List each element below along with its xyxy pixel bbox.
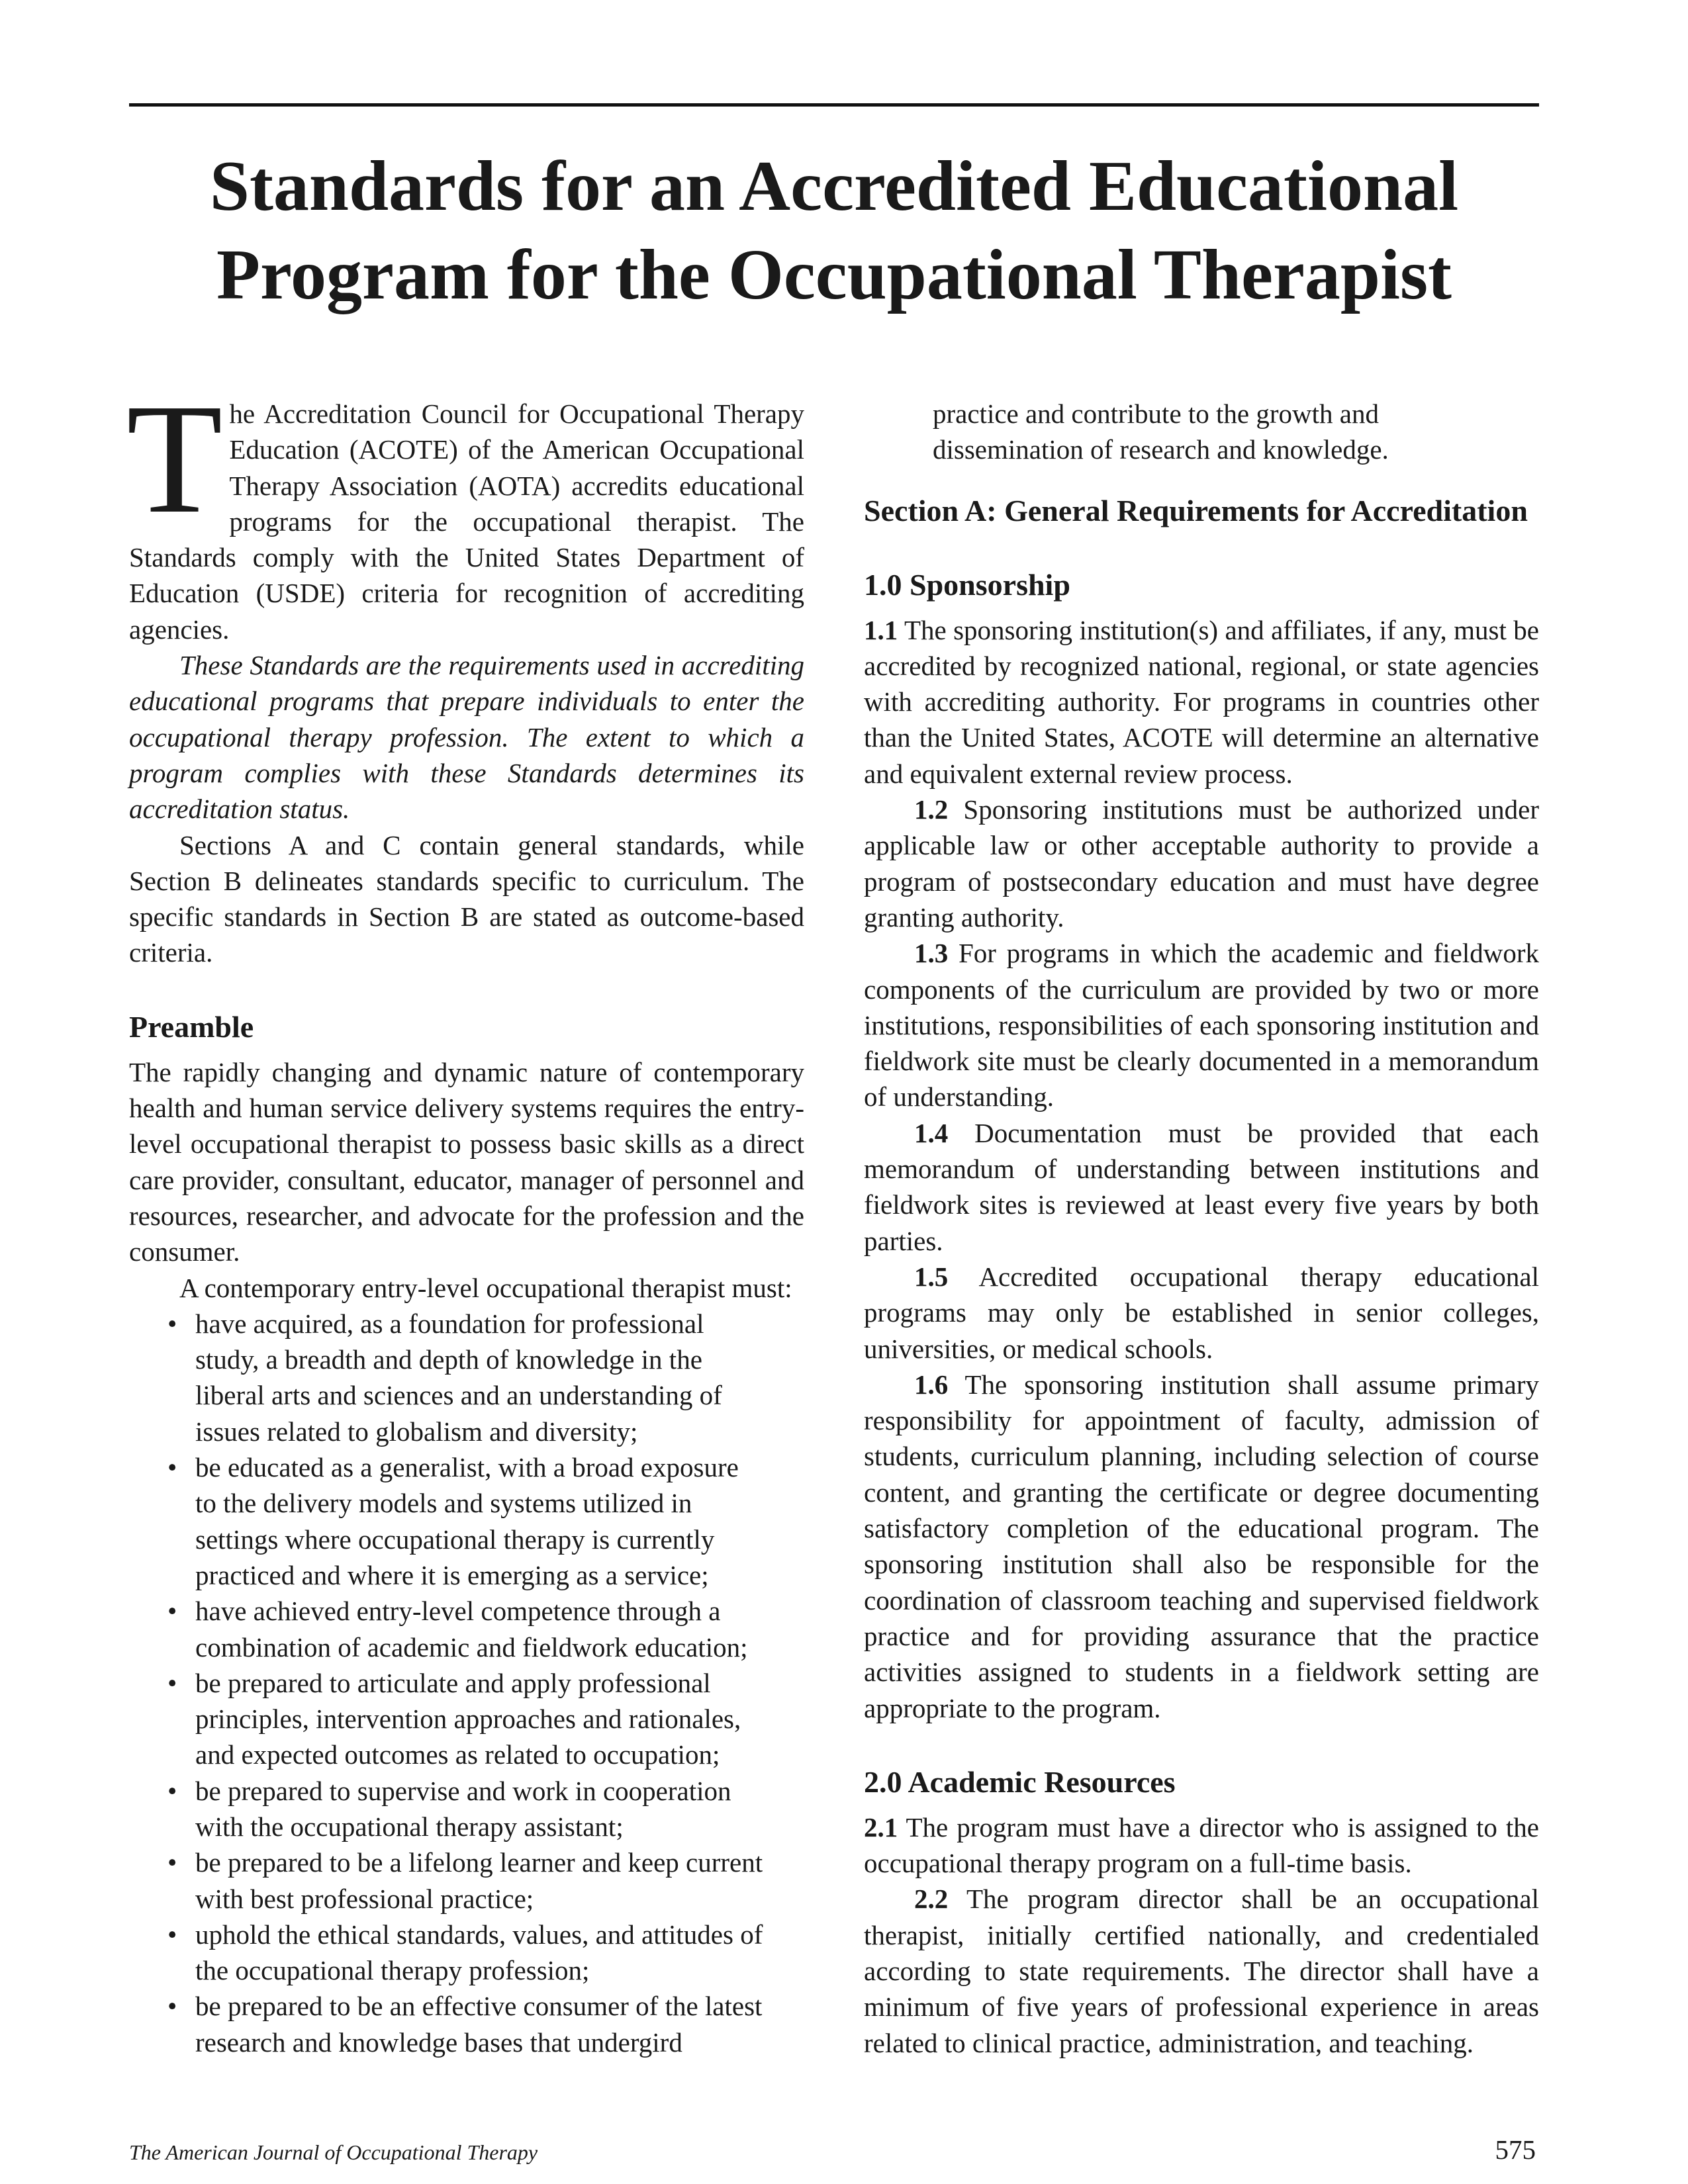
list-item: • be prepared to supervise and work in cooperation with the occupational therapy assistant; [129,1773,804,1845]
standard-number: 1.6 [914,1369,949,1400]
left-column [126,372,804,2060]
standard-1-2 [864,792,1539,935]
standard-text: Sponsoring institutions must be authorized under applicable law or other acceptable authority to provide a program of postsecondary education and must have degree granting authority. [864,794,1539,933]
standard-2-2 [864,1881,1539,2060]
standard-text: Documentation must be provided that each memorandum of understanding between institutions and fieldwork sites is reviewed at least every five years by both parties. [864,1117,1539,1256]
academic-resources-heading: 2.0 Academic Resources [864,1764,1176,1799]
footer-journal-name: The American Journal of Occupational Therapy [129,2140,538,2164]
standard-text: The sponsoring institution(s) and affiliates, if any, must be accredited by recognized national, regional, or state agencies with accrediting authority. For programs in countries other than the United States, ACOTE will determine an alternative and equivalent external review process. [864,614,1539,789]
list-item: • have achieved entry-level competence through a combination of academic and fieldwork education; [129,1593,804,1665]
standard-2-1 [864,1809,1539,1882]
standard-text: For programs in which the academic and fieldwork components of the curriculum are provided by two or more institutions, responsibilities of each sponsoring institution and fieldwork site must be clearly documented in a memorandum of understanding. [864,938,1540,1113]
standard-number: 1.2 [914,794,949,825]
standard-1-4 [864,1115,1539,1259]
competency-list [129,1306,804,2060]
preamble-heading: Preamble [129,1009,254,1044]
list-item: • be prepared to be a lifelong learner and keep current with best professional practice; [129,1844,804,1917]
standard-1-3 [864,935,1539,1115]
section-a-heading: Section A: General Requirements for Accreditation [864,493,1528,527]
title-line-2: Program for the Occupational Therapist [216,236,1452,314]
standard-text: The sponsoring institution shall assume primary responsibility for appointment of faculty, admission of students, curriculum planning, including selection of course content, and granting the certificate or degree documenting satisfactory completion of the educational program. The sponsoring institution shall also be responsible for the coordination of classroom teaching and supervised fieldwork practice and for providing assurance that the practice activities assigned to students in a fieldwork setting are appropriate to the program. [864,1369,1539,1723]
list-item: • have acquired, as a foundation for professional study, a breadth and depth of knowledge in the liberal arts and sciences and an understanding of issues related to globalism and diversity; [129,1306,804,1449]
intro-paragraph: The Accreditation Council for Occupational Therapy Education (ACOTE) of the American Occupational Therapy Association (AOTA) accredits educational programs for the occupational therapist. The Standards comply with the United States Department of Education (USDE) criteria for recognition of accrediting agencies. [126,372,804,645]
sponsorship-heading: 1.0 Sponsorship [864,567,1070,602]
standard-text: Accredited occupational therapy educational programs may only be established in senior colleges, universities, or medical schools. [864,1261,1539,1364]
intro-italic-paragraph: These Standards are the requirements used in accrediting educational programs that prepare individuals to enter the occupational therapy profession. The extent to which a program complies with these Standards determines its accreditation status. [129,650,804,825]
standard-text: The program must have a director who is assigned to the occupational therapy program on a full-time basis. [864,1811,1539,1879]
standard-1-6 [864,1367,1539,1726]
standard-1-5 [864,1259,1539,1367]
standard-number: 1.1 [864,614,898,645]
preamble-paragraph: The rapidly changing and dynamic nature of contemporary health and human service delivery systems requires the entry-level occupational therapist to possess basic skills as a direct care provider, consultant, educator, manager of personnel and resources, researcher, and advocate for the profession and the consumer. [129,1056,804,1267]
page-number: 575 [1495,2134,1536,2165]
list-item: • uphold the ethical standards, values, and attitudes of the occupational therapy profession; [129,1917,804,1989]
standard-number: 1.5 [914,1261,949,1292]
standard-number: 2.1 [864,1811,898,1843]
list-item: • be prepared to articulate and apply professional principles, intervention approaches and rationales, and expected outcomes as related to occupation; [129,1665,804,1773]
list-item: • be prepared to be an effective consumer of the latest research and knowledge bases that undergird [129,1988,804,2060]
list-item: • be educated as a generalist, with a broad exposure to the delivery models and systems utilized in settings where occupational therapy is currently practiced and where it is emerging as a service; [129,1449,804,1593]
bullet-continuation: practice and contribute to the growth and dissemination of research and knowledge. [933,398,1389,465]
standard-number: 1.4 [914,1117,949,1148]
preamble-lead: A contemporary entry-level occupational therapist must: [179,1272,792,1303]
top-rule [129,103,1539,107]
title-line-1: Standards for an Accredited Educational [209,147,1459,226]
standard-number: 1.3 [914,938,949,969]
right-column [864,396,1539,2061]
intro-sections-paragraph: Sections A and C contain general standards, while Section B delineates standards specific to curriculum. The specific standards in Section B are stated as outcome-based criteria. [129,829,804,968]
standard-1-1 [864,612,1539,792]
standard-text: The program director shall be an occupational therapist, initially certified nationally, and credentialed according to state requirements. The director shall have a minimum of five years of professional experience in areas related to clinical practice, administration, and teaching. [864,1884,1539,2058]
standard-number: 2.2 [914,1884,949,1915]
page-title [129,142,1539,320]
